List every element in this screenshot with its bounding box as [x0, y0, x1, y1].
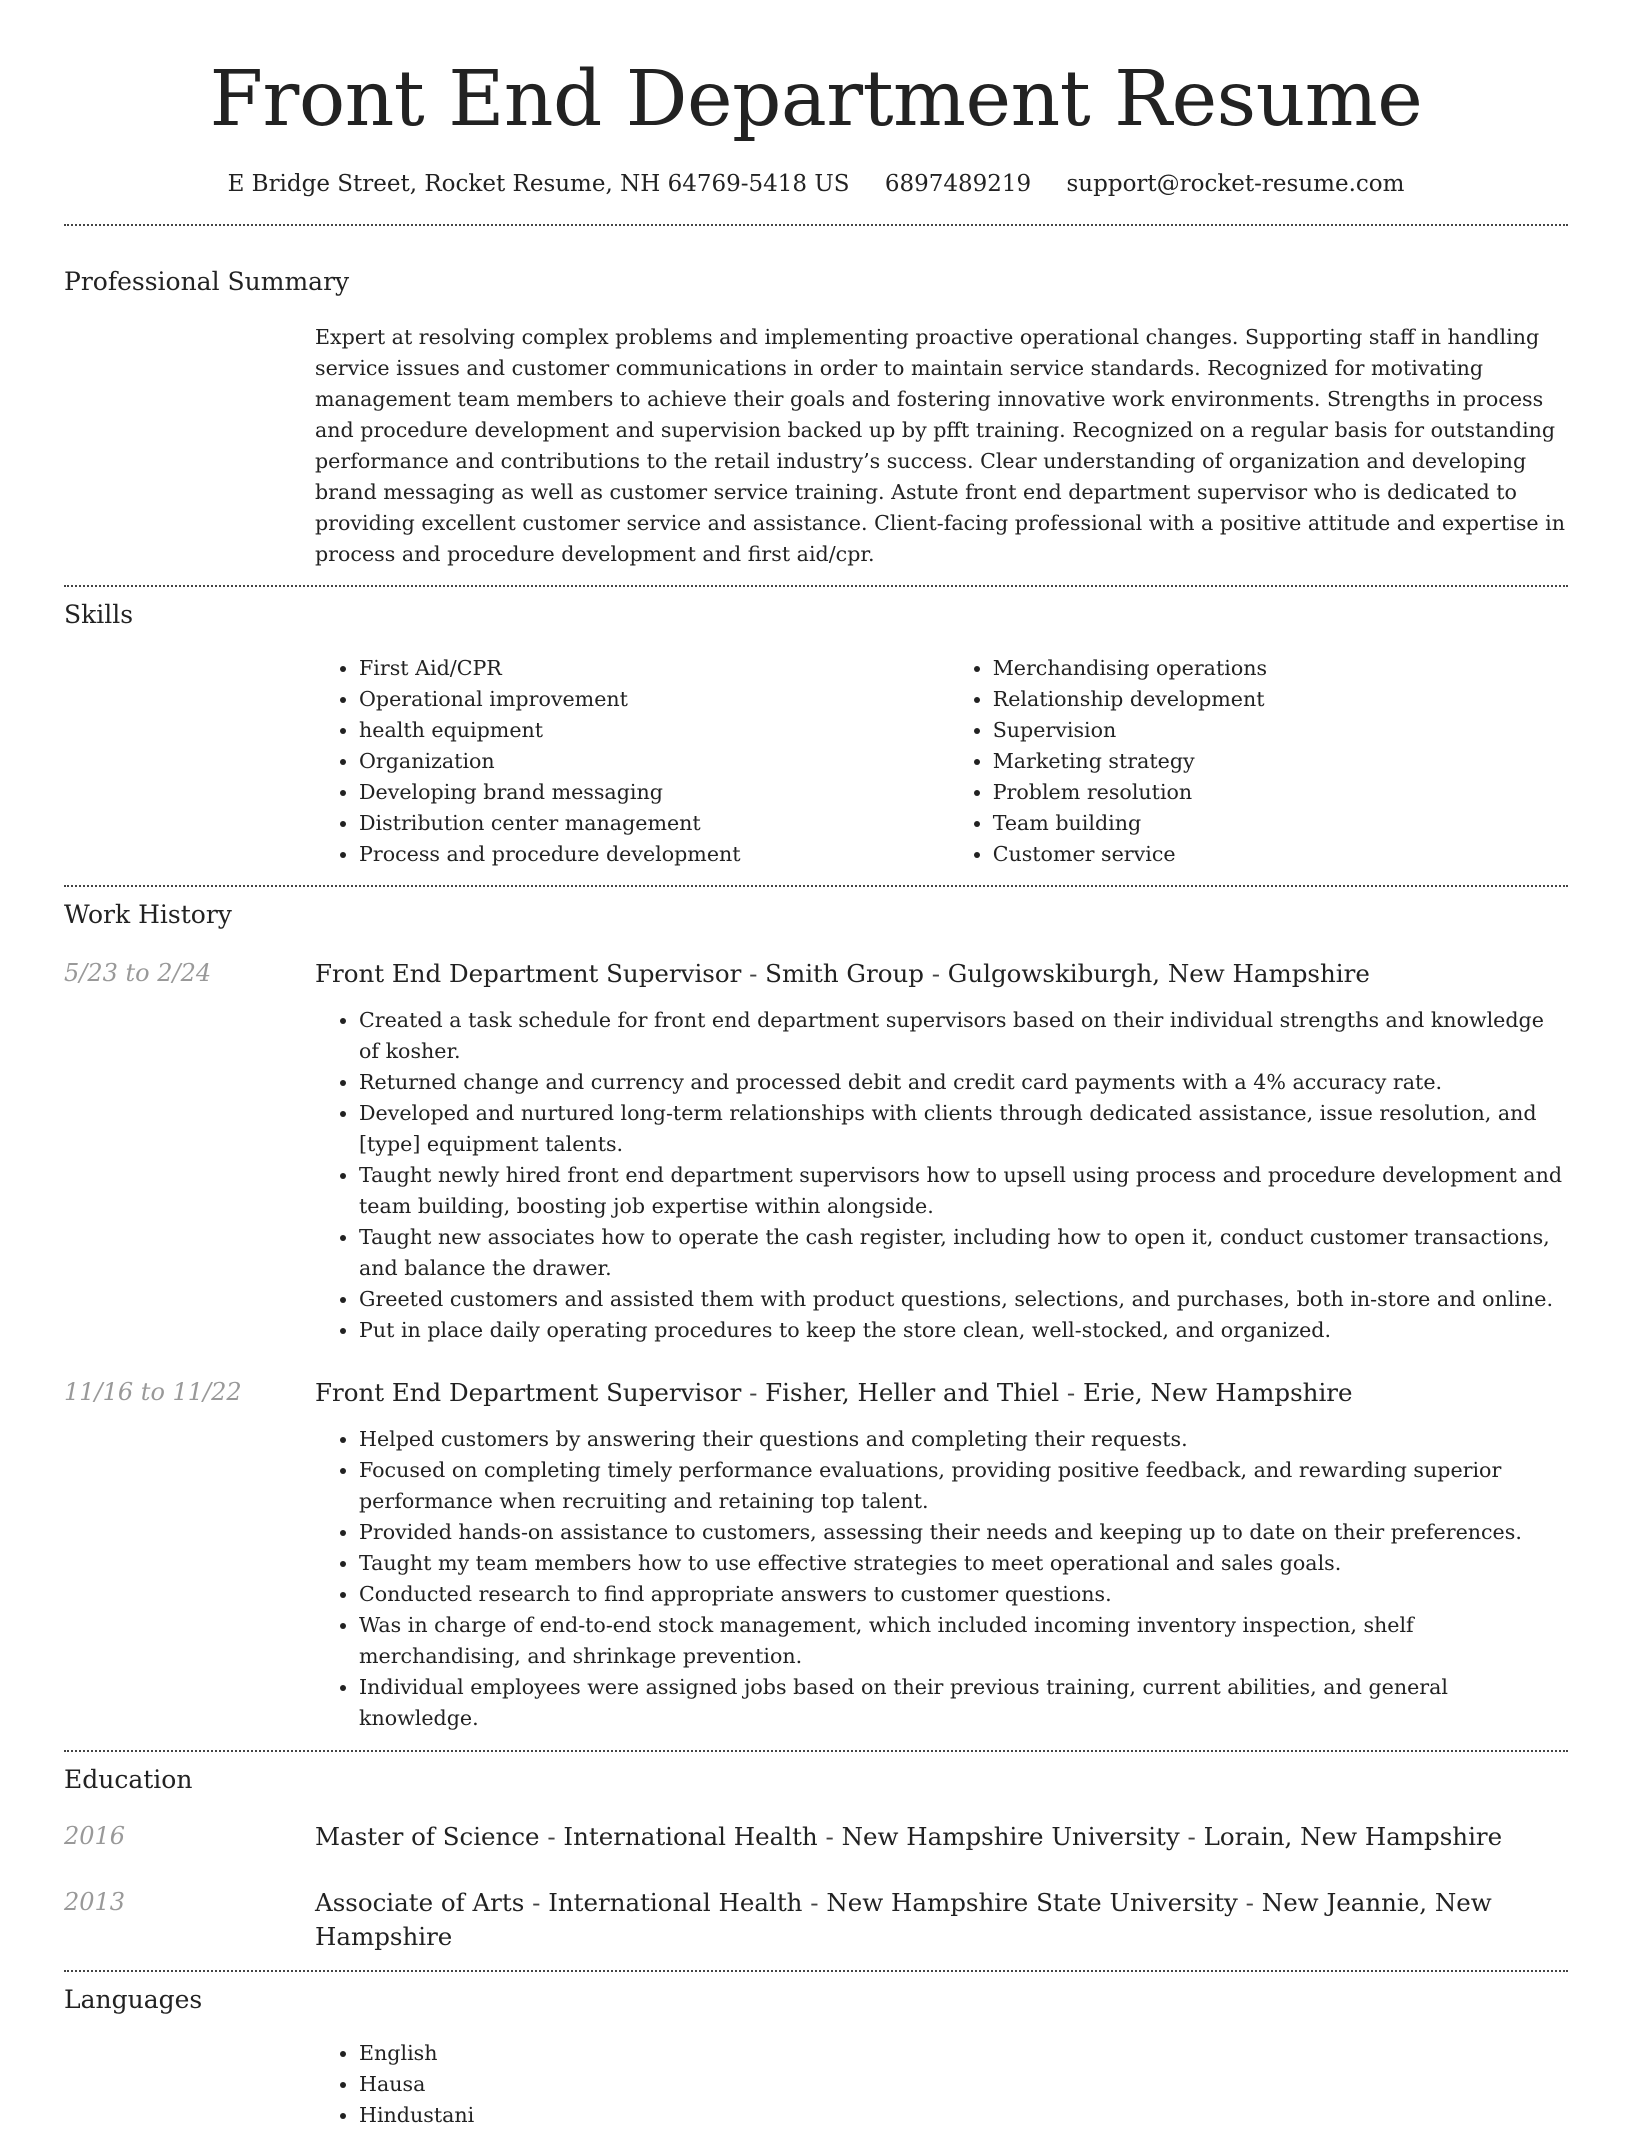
skills-heading: Skills	[64, 600, 134, 629]
education-degree: Master of Science	[315, 1822, 540, 1851]
skills-grid	[315, 653, 1568, 870]
education-field: International Health	[548, 1888, 803, 1917]
education-separator: -	[539, 1822, 564, 1851]
skill-item: • Distribution center management	[359, 808, 949, 839]
job-bullet: • Focused on completing timely performance evaluations, providing positive feedback, and rewarding superior performance when recruiting and retaining top talent.	[359, 1455, 1568, 1517]
education-school: New Hampshire State University	[826, 1888, 1238, 1917]
education-entry	[64, 1820, 1568, 1854]
job-entry	[64, 957, 1568, 1346]
education-degree: Associate of Arts	[315, 1888, 525, 1917]
skill-item: • Supervision	[993, 715, 1568, 746]
job-heading	[315, 957, 1568, 991]
job-bullet: • Developed and nurtured long-term relationships with clients through dedicated assistance, issue resolution, and [type] equipment talents.	[359, 1098, 1568, 1160]
job-location: Erie, New Hampshire	[1083, 1378, 1353, 1407]
education-location: Lorain, New Hampshire	[1203, 1822, 1503, 1851]
job-dates: 5/23 to 2/24	[64, 959, 212, 987]
skill-item: • Organization	[359, 746, 949, 777]
skill-item: • Marketing strategy	[993, 746, 1568, 777]
contact-email: support@rocket-resume.com	[1066, 171, 1405, 197]
language-item: • English	[359, 2038, 1568, 2069]
skill-item: • Team building	[993, 808, 1568, 839]
education-year: 2016	[64, 1822, 126, 1850]
job-separator: -	[741, 1378, 766, 1407]
job-separator: -	[1059, 1378, 1083, 1407]
job-bullet: • Conducted research to find appropriate answers to customer questions.	[359, 1579, 1568, 1610]
language-item: • Hausa	[359, 2069, 1568, 2100]
job-dates: 11/16 to 11/22	[64, 1378, 242, 1406]
work-heading: Work History	[64, 900, 232, 929]
education-heading-line	[315, 1820, 1568, 1854]
education-separator: -	[817, 1822, 842, 1851]
job-location: Gulgowskiburgh, New Hampshire	[947, 959, 1370, 988]
job-bullet: • Taught newly hired front end department supervisors how to upsell using process and procedure development and team building, boosting job expertise within alongside.	[359, 1160, 1568, 1222]
job-separator: -	[741, 959, 766, 988]
contact-phone: 6897489219	[884, 171, 1032, 197]
education-heading: Education	[64, 1765, 193, 1794]
job-heading	[315, 1376, 1568, 1410]
job-bullet: • Greeted customers and assisted them with product questions, selections, and purchases, both in-store and online.	[359, 1284, 1568, 1315]
job-bullet: • Taught new associates how to operate the cash register, including how to open it, conduct customer transactions, and balance the drawer.	[359, 1222, 1568, 1284]
skill-item: • Process and procedure development	[359, 839, 949, 870]
work-section	[64, 887, 1568, 1734]
skill-item: • Developing brand messaging	[359, 777, 949, 808]
job-company: Smith Group	[765, 959, 924, 988]
job-bullet: • Helped customers by answering their questions and completing their requests.	[359, 1424, 1568, 1455]
job-title: Front End Department Supervisor	[315, 1378, 742, 1407]
education-field: International Health	[563, 1822, 818, 1851]
job-entry	[64, 1376, 1568, 1734]
skill-item: • health equipment	[359, 715, 949, 746]
job-bullet: • Put in place daily operating procedures to keep the store clean, well-stocked, and organized.	[359, 1315, 1568, 1346]
contact-address: E Bridge Street, Rocket Resume, NH 64769-5418 US	[227, 171, 850, 197]
skills-list-left	[315, 653, 949, 870]
languages-list	[315, 2038, 1568, 2131]
skill-item: • Operational improvement	[359, 684, 949, 715]
summary-heading: Professional Summary	[64, 267, 350, 296]
education-separator: -	[802, 1888, 827, 1917]
education-section	[64, 1752, 1568, 1954]
languages-heading: Languages	[64, 1985, 203, 2014]
summary-section	[64, 226, 1568, 570]
languages-section	[64, 1972, 1568, 2131]
job-title: Front End Department Supervisor	[315, 959, 742, 988]
job-separator: -	[923, 959, 948, 988]
summary-text: Expert at resolving complex problems and implementing proactive operational changes. Supporting staff in handling service issues and customer communications in order to maintain service standards. Recognized for motivating management team members to achieve their goals and fostering innovative work environments. Strengths in process and procedure development and supervision backed up by pfft training. Recognized on a regular basis for outstanding performance and contributions to the retail industry’s success. Clear understanding of organization and developing brand messaging as well as customer service training. Astute front end department supervisor who is dedicated to providing excellent customer service and assistance. Client-facing professional with a positive attitude and expertise in process and procedure development and first aid/cpr.	[315, 325, 1565, 566]
job-company: Fisher, Heller and Thiel	[765, 1378, 1060, 1407]
education-heading-line	[315, 1886, 1568, 1954]
skill-item: • Problem resolution	[993, 777, 1568, 808]
skills-section	[64, 587, 1568, 870]
skills-list-right	[949, 653, 1568, 870]
job-bullets	[315, 1424, 1568, 1734]
job-bullet: • Taught my team members how to use effective strategies to meet operational and sales goals.	[359, 1548, 1568, 1579]
resume-page	[64, 0, 1568, 2131]
job-bullet: • Returned change and currency and processed debit and credit card payments with a 4% accuracy rate.	[359, 1067, 1568, 1098]
education-entry	[64, 1886, 1568, 1954]
skill-item: • Merchandising operations	[993, 653, 1568, 684]
resume-title: Front End Department Resume	[209, 55, 1423, 144]
skill-item: • Relationship development	[993, 684, 1568, 715]
skill-item: • Customer service	[993, 839, 1568, 870]
education-separator: -	[1237, 1888, 1262, 1917]
education-year: 2013	[64, 1888, 126, 1916]
education-separator: -	[524, 1888, 549, 1917]
education-separator: -	[1179, 1822, 1204, 1851]
job-bullet: • Provided hands-on assistance to customers, assessing their needs and keeping up to date on their preferences.	[359, 1517, 1568, 1548]
education-school: New Hampshire University	[841, 1822, 1180, 1851]
job-bullet: • Was in charge of end-to-end stock management, which included incoming inventory inspection, shelf merchandising, and shrinkage prevention.	[359, 1610, 1568, 1672]
language-item: • Hindustani	[359, 2100, 1568, 2131]
contact-line	[64, 168, 1568, 200]
skill-item: • First Aid/CPR	[359, 653, 949, 684]
job-bullet: • Individual employees were assigned jobs based on their previous training, current abilities, and general knowledge.	[359, 1672, 1568, 1734]
education-location: New Jeannie, New Hampshire	[315, 1888, 1492, 1951]
job-bullet: • Created a task schedule for front end department supervisors based on their individual strengths and knowledge of kosher.	[359, 1005, 1568, 1067]
job-bullets	[315, 1005, 1568, 1346]
